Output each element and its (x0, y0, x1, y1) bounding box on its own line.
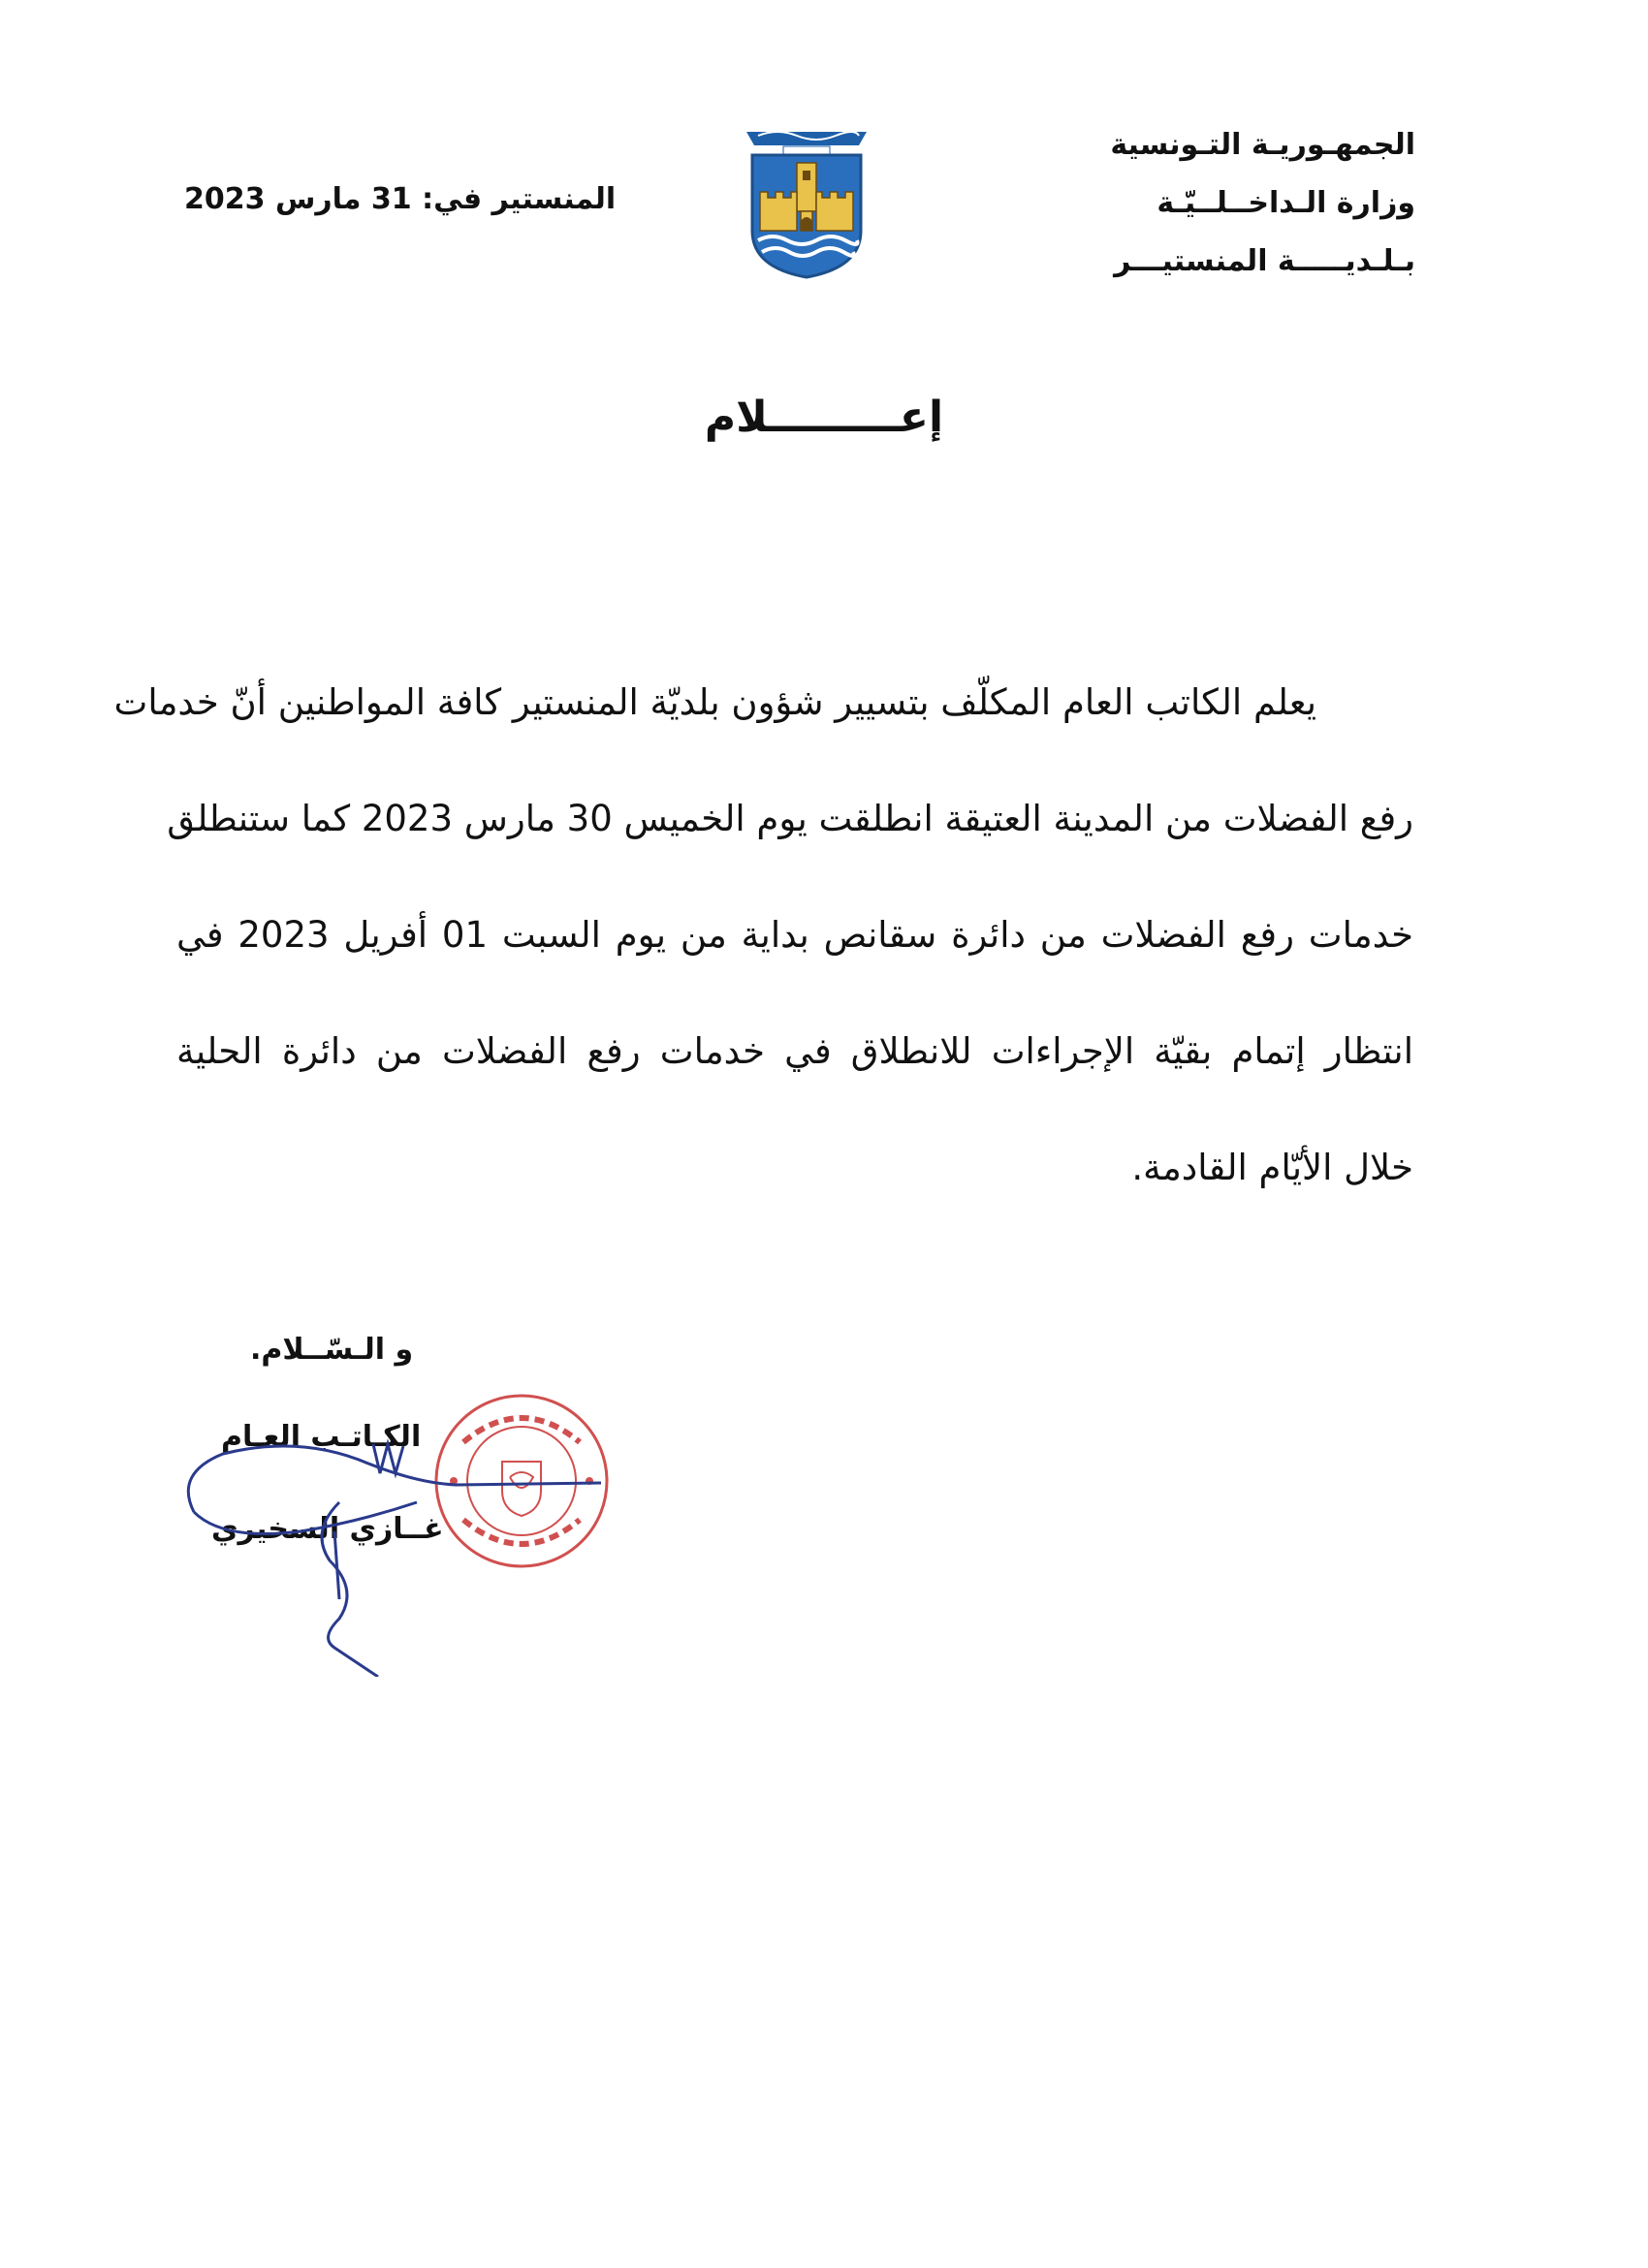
body-line: خدمات رفع الفضلات من دائرة سقانص بداية من يوم السبت 01 أفريل 2023 في (176, 914, 1413, 956)
body-line: انتظار إتمام بقيّة الإجراءات للانطلاق في خدمات رفع الفضلات من دائرة الحلية (176, 1030, 1413, 1072)
document-date: المنستير في: 31 مارس 2023 (184, 182, 617, 216)
letterhead-ministry: وزارة الـداخــلــيّـة (1157, 186, 1415, 220)
handwritten-signature-icon (165, 1396, 620, 1677)
signatory-name: غــازي السخيري (211, 1512, 444, 1546)
closing-salutation: و الـسّــلام. (250, 1333, 414, 1367)
announcement-body (113, 645, 1413, 1226)
signatory-title: الكـاتـب العـام (221, 1420, 422, 1454)
letterhead-municipality: بـلـديـــــة المنستيـــر (1114, 244, 1415, 278)
letterhead-block (1110, 116, 1415, 291)
document-title: إعـــــــــلام (704, 393, 944, 442)
letterhead-republic: الجمهـوريـة التـونسية (1110, 128, 1415, 162)
body-line: رفع الفضلات من المدينة العتيقة انطلقت يوم الخميس 30 مارس 2023 كما ستنطلق (167, 798, 1413, 839)
body-line: خلال الأيّام القادمة. (1131, 1147, 1413, 1188)
monastir-emblem-icon (739, 124, 874, 279)
body-line: يعلم الكاتب العام المكلّف بتسيير شؤون بلديّة المنستير كافة المواطنين أنّ خدمات (113, 681, 1316, 723)
